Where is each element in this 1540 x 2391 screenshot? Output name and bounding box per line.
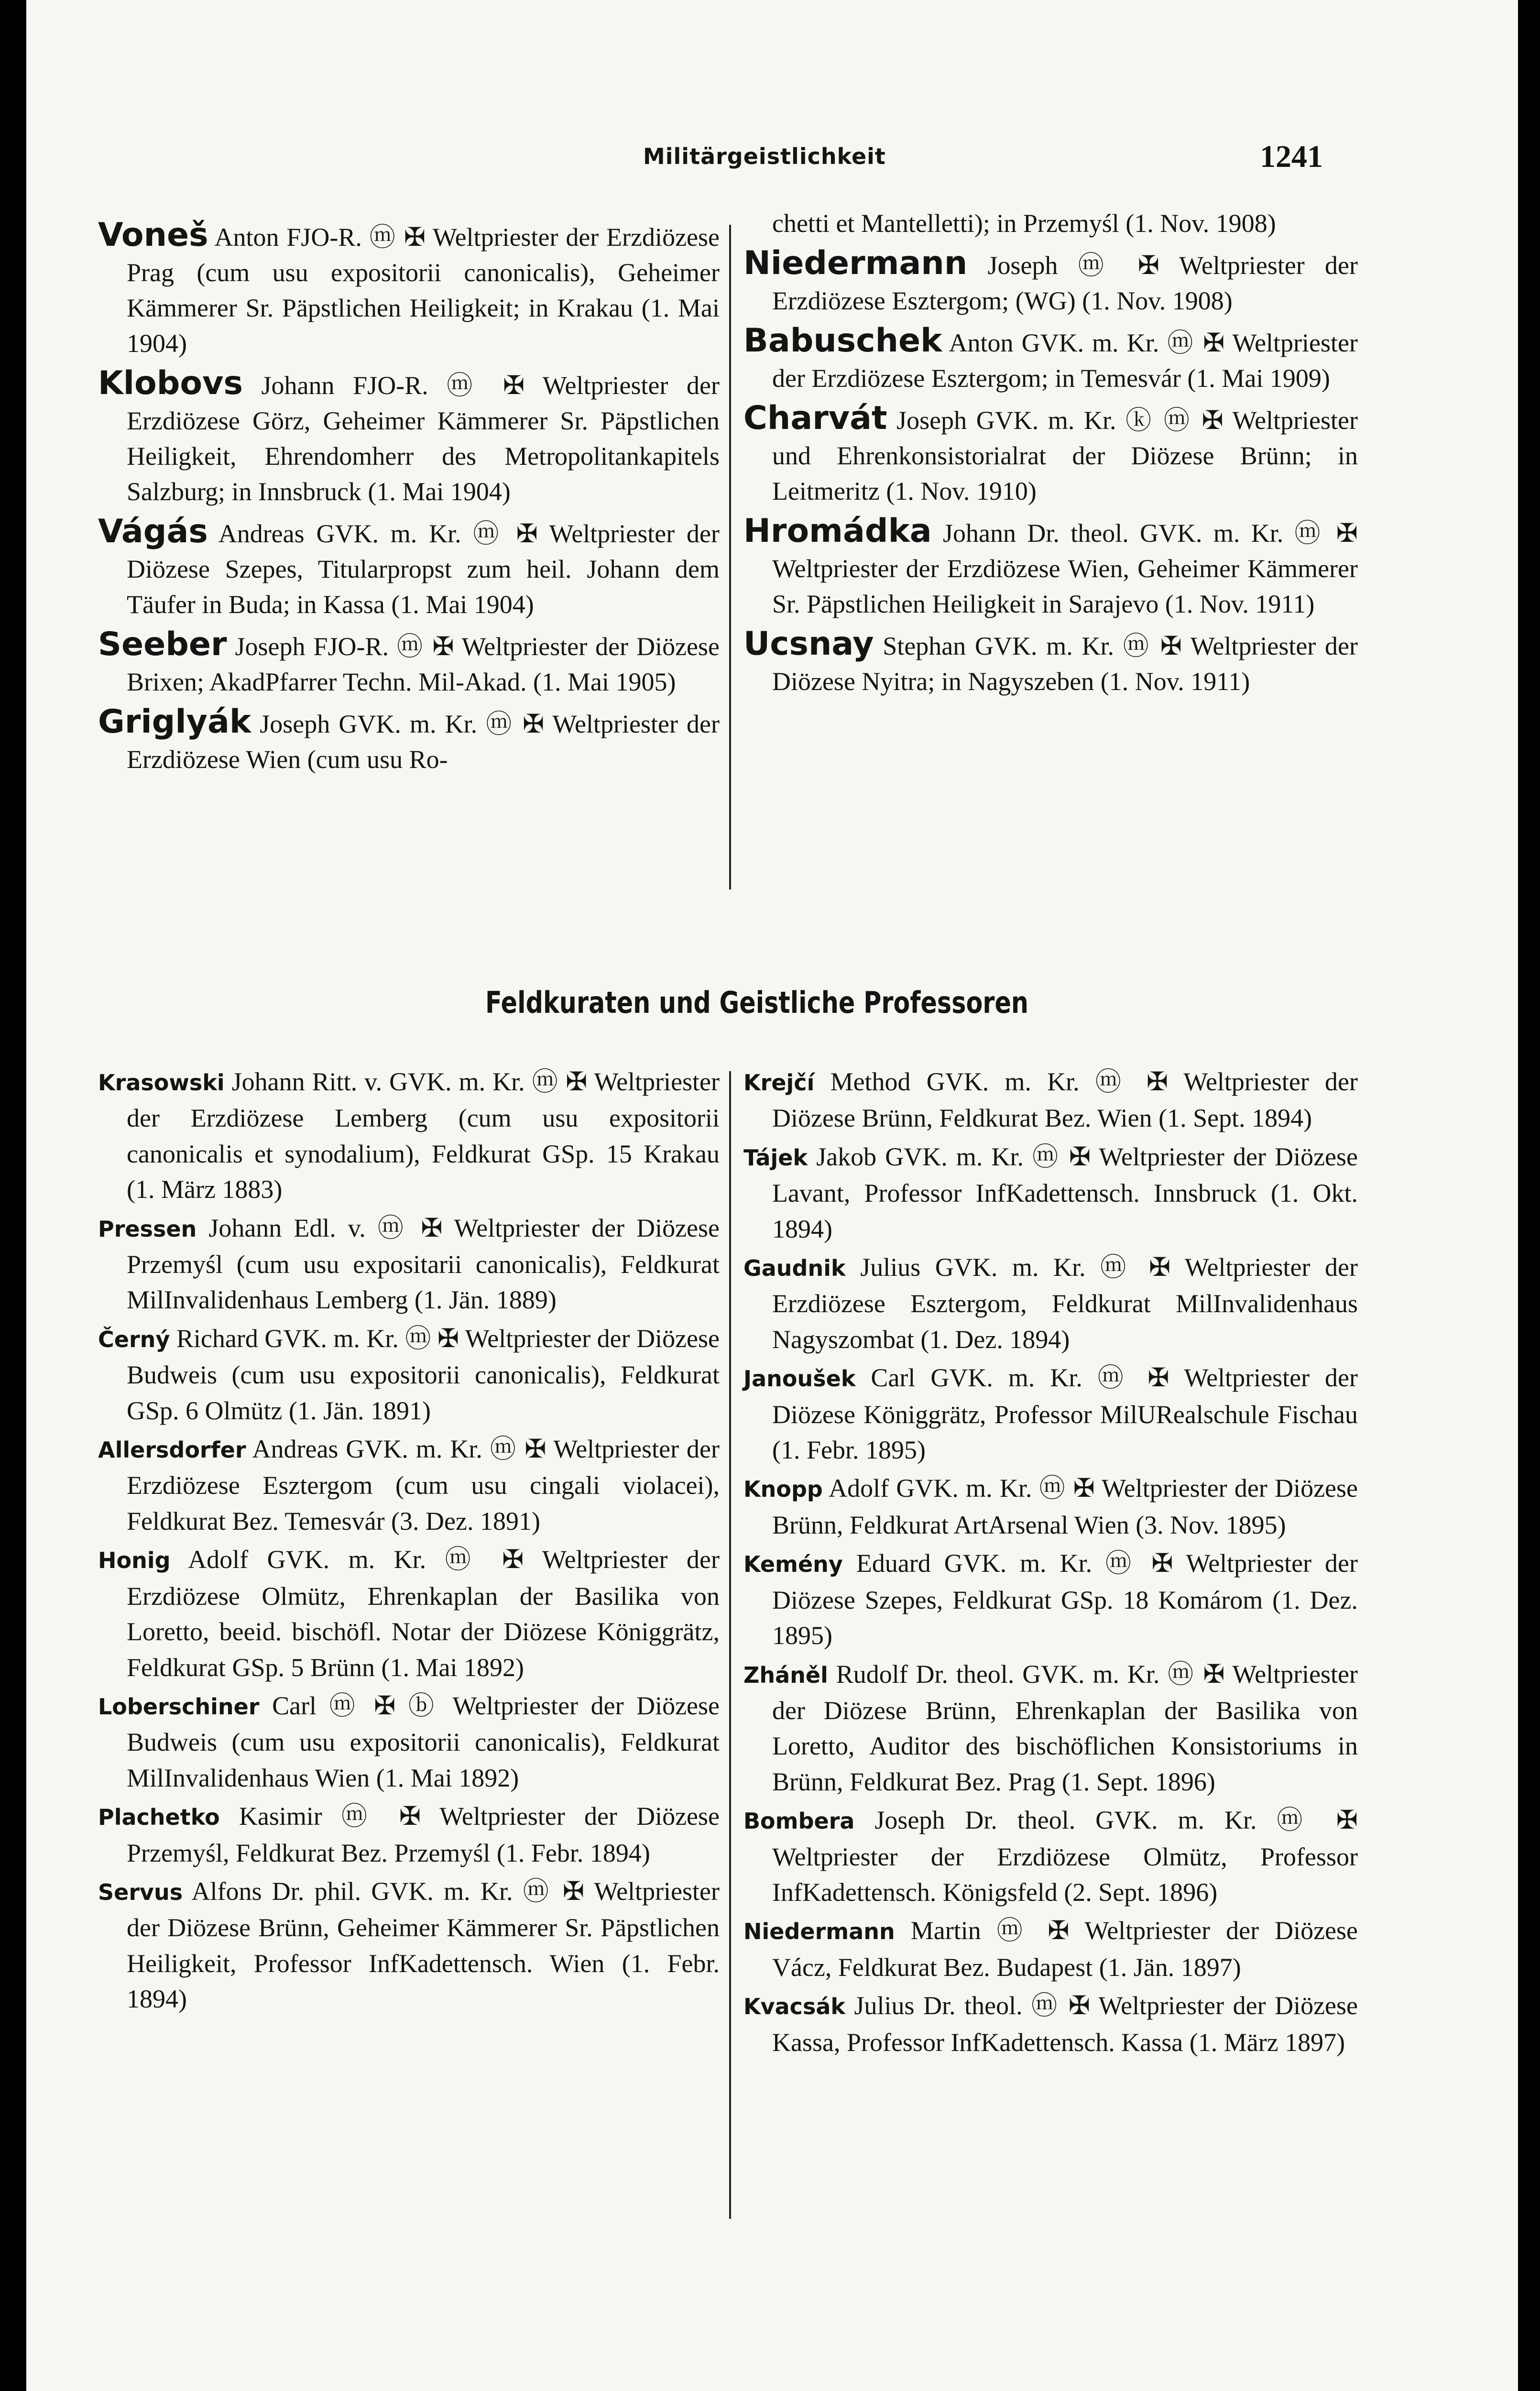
entry-name: Zháněl xyxy=(743,1662,828,1688)
entry-name: Griglyák xyxy=(98,703,251,741)
entry xyxy=(743,1250,1358,1357)
entry-name: Tájek xyxy=(743,1144,808,1171)
entry xyxy=(743,514,1358,622)
entry xyxy=(98,366,720,509)
entry-text: Joseph Dr. theol. GVK. m. Kr. ⓜ ✠ Weltpriester der Erzdiözese Olmütz, Professor InfKadettensch. Königsfeld (2. Sept. 1896) xyxy=(772,1806,1358,1907)
entry xyxy=(743,246,1358,318)
document-page xyxy=(26,0,1518,2391)
entry-name: Kvacsák xyxy=(743,1994,845,2020)
entry-text: Alfons Dr. phil. GVK. m. Kr. ⓜ ✠ Weltpriester der Diözese Brünn, Geheimer Kämmerer Sr. Päpstlichen Heiligkeit, Professor InfKadettensch. Wien (1. Febr. 1894) xyxy=(127,1876,720,2014)
entry-text: Rudolf Dr. theol. GVK. m. Kr. ⓜ ✠ Weltpriester der Diözese Brünn, Ehrenkaplan der Basilika von Loretto, Auditor des bischöflichen Konsistoriums in Brünn, Feldkurat Bez. Prag (1. Sept. 1896) xyxy=(772,1659,1358,1796)
entry xyxy=(743,1360,1358,1468)
entry-name: Plachetko xyxy=(98,1804,220,1831)
entry xyxy=(743,1913,1358,1985)
entry xyxy=(98,1688,720,1796)
entry-text: Joseph GVK. m. Kr. ⓜ ✠ Weltpriester der Erzdiözese Wien (cum usu Ro- xyxy=(127,710,720,774)
entry-continuation: chetti et Mantelletti); in Przemyśl (1. Nov. 1908) xyxy=(772,209,1276,238)
entry-name: Kemény xyxy=(743,1551,843,1578)
page-number: 1241 xyxy=(1260,139,1323,174)
entry-name: Niedermann xyxy=(743,1919,895,1945)
entry xyxy=(743,1139,1358,1247)
entry-text: Method GVK. m. Kr. ⓜ ✠ Weltpriester der Diözese Brünn, Feldkurat Bez. Wien (1. Sept. 1894) xyxy=(772,1067,1358,1133)
entry-name: Ucsnay xyxy=(743,625,874,663)
entry xyxy=(743,1470,1358,1543)
entry-name: Hromádka xyxy=(743,512,932,550)
entry-text: Adolf GVK. m. Kr. ⓜ ✠ Weltpriester der Diözese Brünn, Feldkurat ArtArsenal Wien (3. Nov. 1895) xyxy=(772,1474,1358,1539)
entry-name: Klobovs xyxy=(98,364,243,402)
entry-text: Joseph FJO-R. ⓜ ✠ Weltpriester der Diözese Brixen; AkadPfarrer Techn. Mil-Akad. (1. Mai 1905) xyxy=(127,632,720,696)
section1-right-column xyxy=(743,206,1358,704)
entry-name: Servus xyxy=(98,1879,183,1905)
entry xyxy=(743,323,1358,396)
entry-name: Seeber xyxy=(98,625,227,663)
section2-right-column xyxy=(743,1064,1358,2063)
entry xyxy=(743,401,1358,509)
entry xyxy=(743,1988,1358,2060)
entry-name: Charvát xyxy=(743,399,887,437)
entry xyxy=(98,514,720,622)
entry-text: Julius Dr. theol. ⓜ ✠ Weltpriester der Diözese Kassa, Professor InfKadettensch. Kassa (1. März 1897) xyxy=(772,1991,1358,2057)
entry-name: Niedermann xyxy=(743,244,968,282)
entry xyxy=(98,1064,720,1207)
column-divider xyxy=(729,225,731,889)
entry-text: Carl GVK. m. Kr. ⓜ ✠ Weltpriester der Diözese Königgrätz, Professor MilURealschule Fischau (1. Febr. 1895) xyxy=(772,1363,1358,1465)
entry-name: Bombera xyxy=(743,1808,855,1834)
section1-left-column xyxy=(98,218,720,782)
entry-text: Stephan GVK. m. Kr. ⓜ ✠ Weltpriester der Diözese Nyitra; in Nagyszeben (1. Nov. 1911) xyxy=(772,632,1358,696)
entry xyxy=(743,1802,1358,1910)
entry-text: Joseph ⓜ ✠ Weltpriester der Erzdiözese Esztergom; (WG) (1. Nov. 1908) xyxy=(772,251,1358,315)
entry-text: Eduard GVK. m. Kr. ⓜ ✠ Weltpriester der Diözese Szepes, Feldkurat GSp. 18 Komárom (1. Dez. 1895) xyxy=(772,1549,1358,1650)
section-title: Feldkuraten und Geistliche Professoren xyxy=(485,985,1029,1020)
entry-name: Voneš xyxy=(98,216,208,254)
entry-text: Kasimir ⓜ ✠ Weltpriester der Diözese Przemyśl, Feldkurat Bez. Przemyśl (1. Febr. 1894) xyxy=(127,1802,720,1867)
entry-name: Honig xyxy=(98,1547,171,1574)
entry xyxy=(98,218,720,361)
entry-text: Anton GVK. m. Kr. ⓜ ✠ Weltpriester der Erzdiözese Esztergom; in Temesvár (1. Mai 1909) xyxy=(772,329,1358,393)
section2-left-column xyxy=(98,1064,720,2020)
entry-text: Julius GVK. m. Kr. ⓜ ✠ Weltpriester der Erzdiözese Esztergom, Feldkurat MilInvalidenhaus Nagyszombat (1. Dez. 1894) xyxy=(772,1253,1358,1354)
entry xyxy=(98,627,720,700)
entry-name: Krejčí xyxy=(743,1070,815,1096)
entry-name: Babuschek xyxy=(743,322,942,360)
entry-name: Gaudnik xyxy=(743,1255,846,1282)
entry-text: Johann Dr. theol. GVK. m. Kr. ⓜ ✠ Weltpriester der Erzdiözese Wien, Geheimer Kämmerer Sr. Päpstlichen Heiligkeit in Sarajevo (1. Nov. 1911) xyxy=(772,519,1358,618)
entry xyxy=(743,1064,1358,1136)
entry xyxy=(98,704,720,777)
entry-text: Johann Ritt. v. GVK. m. Kr. ⓜ ✠ Weltpriester der Erzdiözese Lemberg (cum usu expositorii canonicalis et synodalium), Feldkurat GSp. 15 Krakau (1. März 1883) xyxy=(127,1067,720,1204)
entry-text: Johann Edl. v. ⓜ ✠ Weltpriester der Diözese Przemyśl (cum usu expositarii canonicalis), Feldkurat MilInvalidenhaus Lemberg (1. Jän. 1889) xyxy=(127,1213,720,1315)
entry xyxy=(98,1874,720,2017)
entry-text: Carl ⓜ ✠ ⓑ Weltpriester der Diözese Budweis (cum usu expositorii canonicalis), Feldkurat MilInvalidenhaus Wien (1. Mai 1892) xyxy=(127,1691,720,1792)
entry xyxy=(98,1542,720,1685)
entry-name: Knopp xyxy=(743,1476,823,1503)
entry-text: Anton FJO-R. ⓜ ✠ Weltpriester der Erzdiözese Prag (cum usu expositorii canonicalis), Geheimer Kämmerer Sr. Päpstlichen Heiligkeit; in Krakau (1. Mai 1904) xyxy=(127,223,720,358)
entry-name: Krasowski xyxy=(98,1070,225,1096)
entry xyxy=(98,1431,720,1539)
entry-text: Andreas GVK. m. Kr. ⓜ ✠ Weltpriester der Diözese Szepes, Titularpropst zum heil. Johann dem Täufer in Buda; in Kassa (1. Mai 1904) xyxy=(127,519,720,619)
entry xyxy=(743,1656,1358,1800)
entry-text: Adolf GVK. m. Kr. ⓜ ✠ Weltpriester der Erzdiözese Olmütz, Ehrenkaplan der Basilika von Loretto, beeid. bischöfl. Notar der Diözese Königgrätz, Feldkurat GSp. 5 Brünn (1. Mai 1892) xyxy=(127,1545,720,1682)
entry-text: Andreas GVK. m. Kr. ⓜ ✠ Weltpriester der Erzdiözese Esztergom (cum usu cingali violacei), Feldkurat Bez. Temesvár (3. Dez. 1891) xyxy=(127,1435,720,1536)
entry-name: Loberschiner xyxy=(98,1693,260,1720)
running-title: Militärgeistlichkeit xyxy=(643,143,886,169)
entry-text: Richard GVK. m. Kr. ⓜ ✠ Weltpriester der Diözese Budweis (cum usu expositorii canonicalis), Feldkurat GSp. 6 Olmütz (1. Jän. 1891) xyxy=(127,1324,720,1425)
entry-text: Joseph GVK. m. Kr. ⓚ ⓜ ✠ Weltpriester und Ehrenkonsistorialrat der Diözese Brünn; in Leitmeritz (1. Nov. 1910) xyxy=(772,406,1358,505)
entry xyxy=(98,1321,720,1428)
entry xyxy=(743,626,1358,699)
entry xyxy=(743,1546,1358,1653)
entry-name: Vágás xyxy=(98,513,208,550)
entry-name: Pressen xyxy=(98,1216,197,1242)
column-divider xyxy=(729,1071,731,2219)
entry-name: Allersdorfer xyxy=(98,1437,246,1463)
entry xyxy=(98,1210,720,1318)
entry-name: Janoušek xyxy=(743,1366,856,1392)
entry-text: Jakob GVK. m. Kr. ⓜ ✠ Weltpriester der Diözese Lavant, Professor InfKadettensch. Innsbruck (1. Okt. 1894) xyxy=(772,1142,1358,1243)
entry xyxy=(98,1799,720,1871)
entry-text: Martin ⓜ ✠ Weltpriester der Diözese Vácz, Feldkurat Bez. Budapest (1. Jän. 1897) xyxy=(772,1916,1358,1982)
entry-name: Černý xyxy=(98,1326,170,1352)
entry-text: Johann FJO-R. ⓜ ✠ Weltpriester der Erzdiözese Görz, Geheimer Kämmerer Sr. Päpstlichen Heiligkeit, Ehrendomherr des Metropolitankapitels Salzburg; in Innsbruck (1. Mai 1904) xyxy=(127,371,720,506)
